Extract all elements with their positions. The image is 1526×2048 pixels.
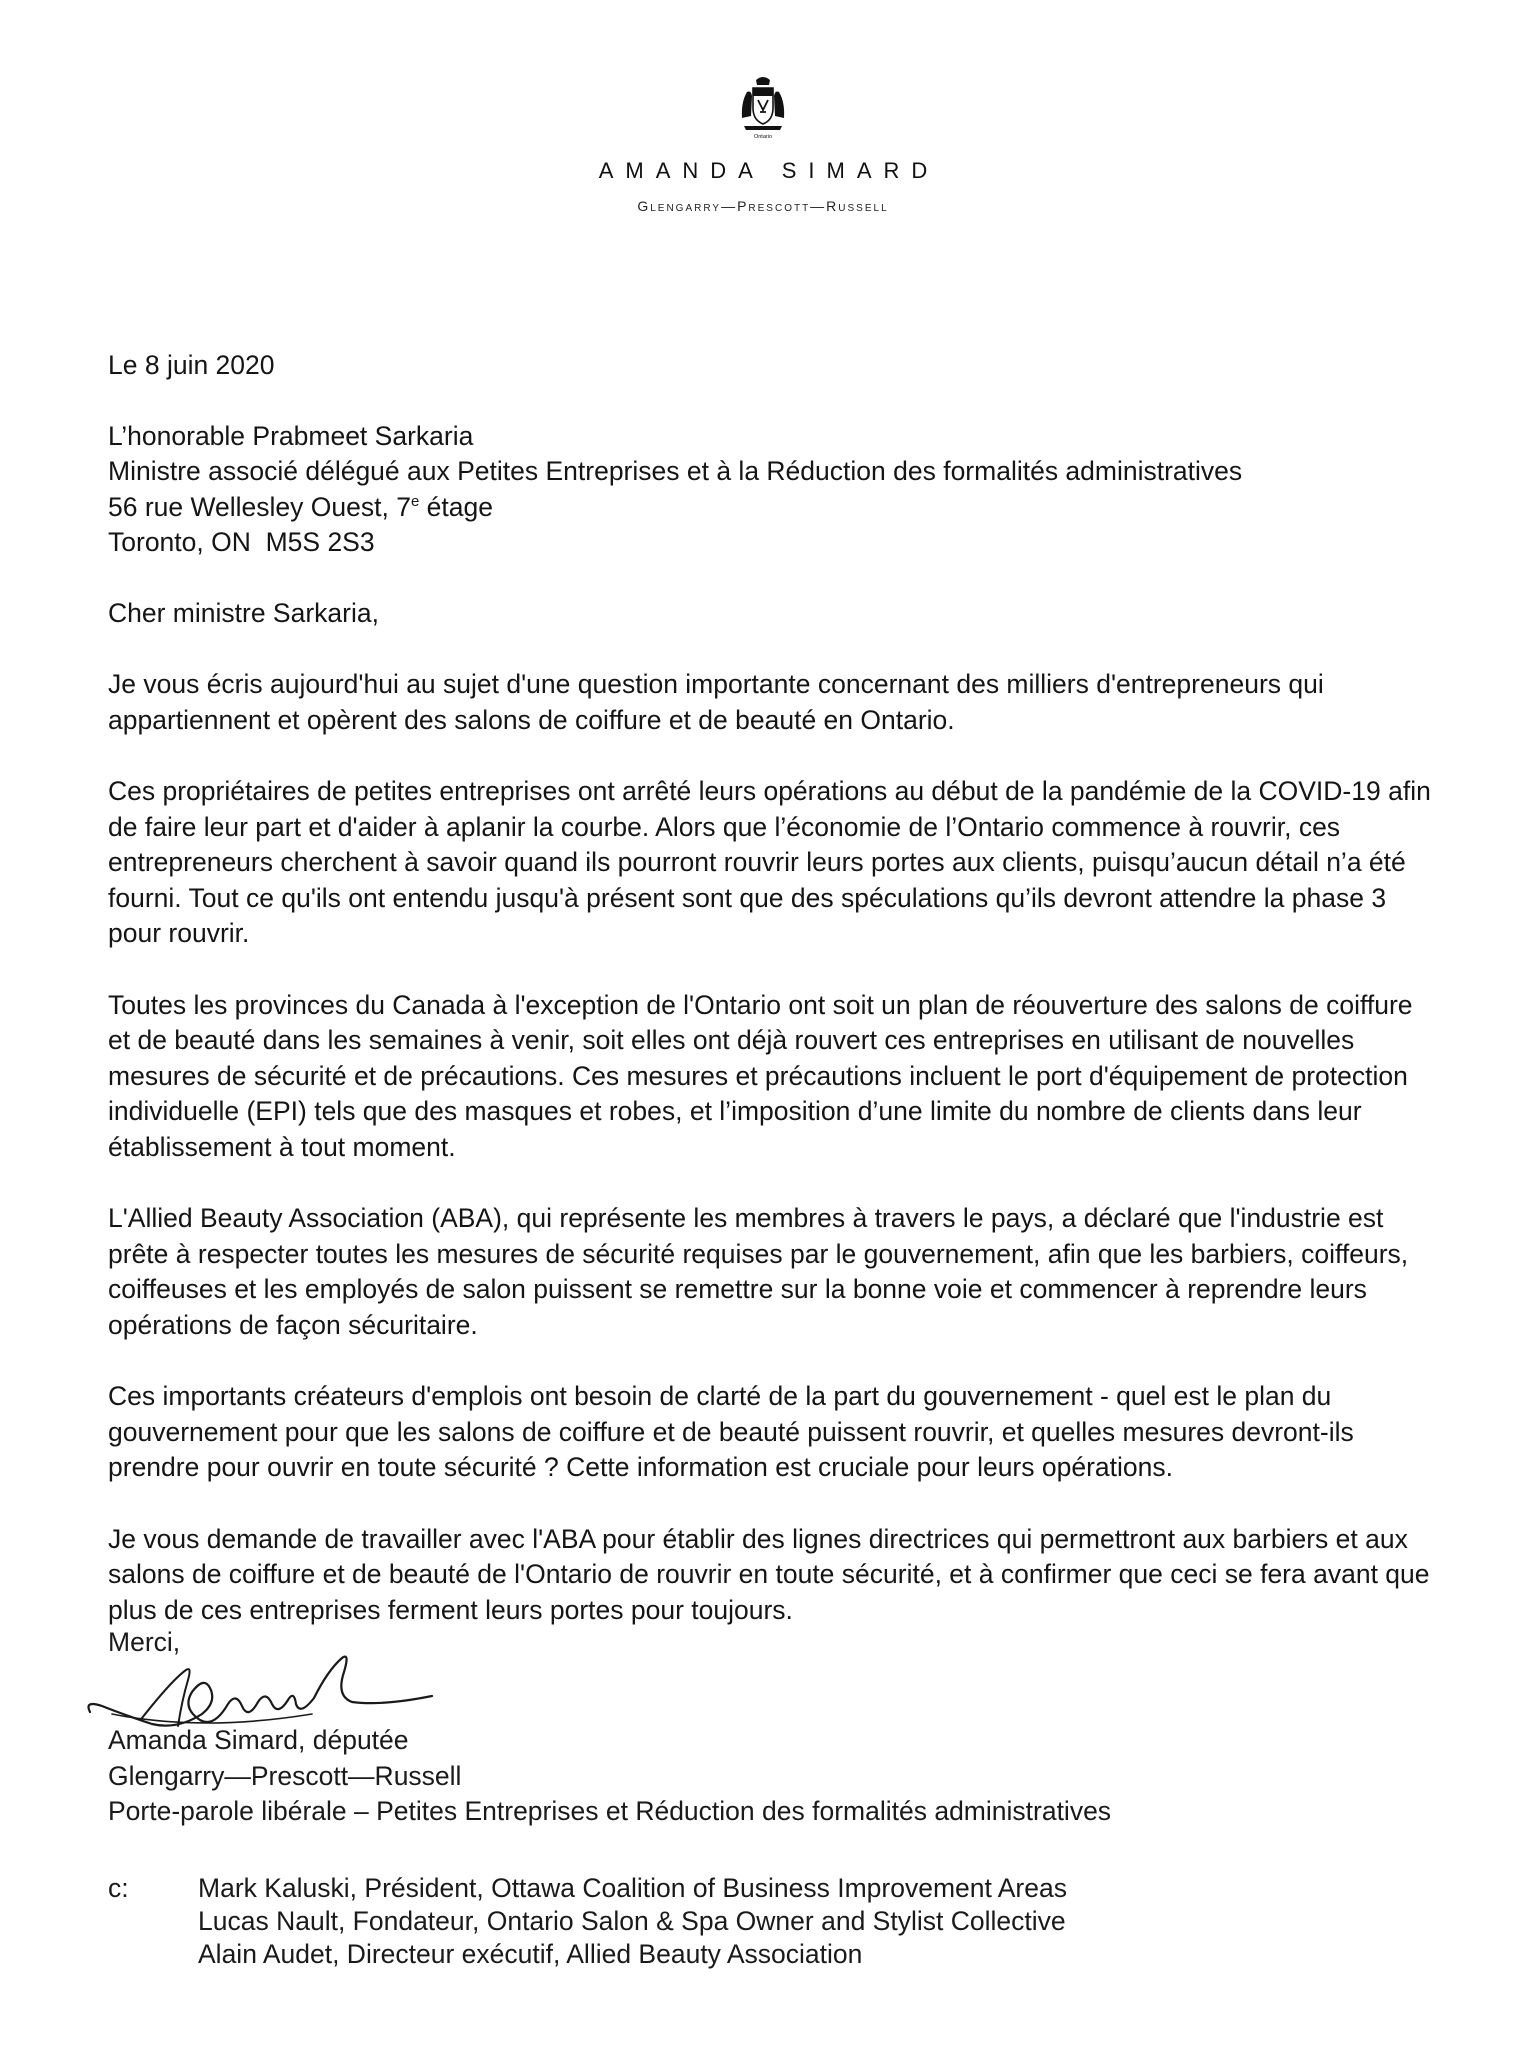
signatory-riding: Glengarry—Prescott—Russell [108, 1760, 462, 1791]
address-suffix: étage [419, 491, 493, 522]
paragraph-5: Ces importants créateurs d'emplois ont besoin de clarté de la part du gouvernement - quel est le plan du gouvernement pour que les salons de coiffure et de beauté puissent rouvrir, et quelles mesures devront-ils prendre pour ouvrir en toute sécurité ? Cette information est cruciale pour leurs opérations. [108, 1381, 1354, 1482]
recipient-address-line2: Toronto, ON M5S 2S3 [108, 527, 375, 557]
cc-list [198, 1872, 1067, 1971]
cc-recipient: Mark Kaluski, Président, Ottawa Coalition of Business Improvement Areas [198, 1873, 1067, 1903]
letter-date: Le 8 juin 2020 [108, 350, 275, 380]
paragraph-3: Toutes les provinces du Canada à l'exception de l'Ontario ont soit un plan de réouverture des salons de coiffure et de beauté dans les semaines à venir, soit elles ont déjà rouvert ces entreprises en utilisant de nouvelles mesures de sécurité et de précautions. Ces mesures et précautions incluent le port d'équipement de protection individuelle (EPI) tels que des masques et robes, et l’imposition d’une limite du nombre de clients dans leur établissement à tout moment. [108, 989, 1413, 1162]
recipient-address-line1 [108, 490, 1438, 526]
signatory-block [108, 1723, 1111, 1830]
recipient-name: L’honorable Prabmeet Sarkaria [108, 420, 474, 451]
paragraph-2: Ces propriétaires de petites entreprises ont arrêté leurs opérations au début de la pandémie de la COVID-19 afin de faire leur part et d'aider à aplanir la courbe. Alors que l’économie de l’Ontario commence à rouvrir, ces entrepreneurs cherchent à savoir quand ils pourront rouvrir leurs portes aux clients, puisqu’aucun détail n’a été fourni. Tout ce qu'ils ont entendu jusqu'à présent sont que des spéculations qu’ils devront attendre la phase 3 pour rouvrir. [108, 776, 1431, 948]
letterhead [0, 74, 1526, 214]
signatory-role: Porte-parole libérale – Petites Entreprises et Réduction des formalités administratives [108, 1796, 1112, 1826]
crest-caption: Ontario [753, 134, 773, 140]
paragraph-6: Je vous demande de travailler avec l'ABA pour établir des lignes directrices qui permettront aux barbiers et aux salons de coiffure et de beauté de l'Ontario de rouvrir en toute sécurité, et à confirmer que ceci se fera avant que plus de ces entreprises ferment leurs portes pour toujours. [108, 1523, 1430, 1625]
letterhead-riding [0, 198, 1526, 214]
paragraph-1: Je vous écris aujourd'hui au sujet d'une question importante concernant des milliers d'entrepreneurs qui appartiennent et opèrent des salons de coiffure et de beauté en Ontario. [108, 669, 1324, 735]
signatory-name: Amanda Simard, députée [108, 1725, 409, 1755]
cc-recipient: Lucas Nault, Fondateur, Ontario Salon & Spa Owner and Stylist Collective [198, 1906, 1066, 1936]
cc-label: c: [108, 1873, 129, 1903]
recipient-block [108, 419, 1438, 561]
recipient-title: Ministre associé délégué aux Petites Entreprises et à la Réduction des formalités administratives [108, 456, 1243, 486]
address-prefix: 56 rue Wellesley Ouest, 7 [108, 491, 411, 522]
letter-body [108, 348, 1438, 1628]
letterhead-riding-text: Glengarry—Prescott—Russell [637, 198, 889, 214]
salutation: Cher ministre Sarkaria, [108, 597, 379, 628]
paragraph-4: L'Allied Beauty Association (ABA), qui représente les membres à travers le pays, a déclaré que l'industrie est prête à respecter toutes les mesures de sécurité requises par le gouvernement, afin que les barbiers, coiffeurs, coiffeuses et les employés de salon puissent se remettre sur la bonne voie et commencer à reprendre leurs opérations de façon sécuritaire. [108, 1203, 1409, 1340]
ontario-coat-of-arms-icon [738, 74, 788, 140]
cc-recipient: Alain Audet, Directeur exécutif, Allied Beauty Association [198, 1939, 863, 1969]
address-superscript: e [410, 492, 420, 510]
letterhead-name: AMANDA SIMARD [598, 158, 940, 183]
closing: Merci, [108, 1627, 181, 1657]
